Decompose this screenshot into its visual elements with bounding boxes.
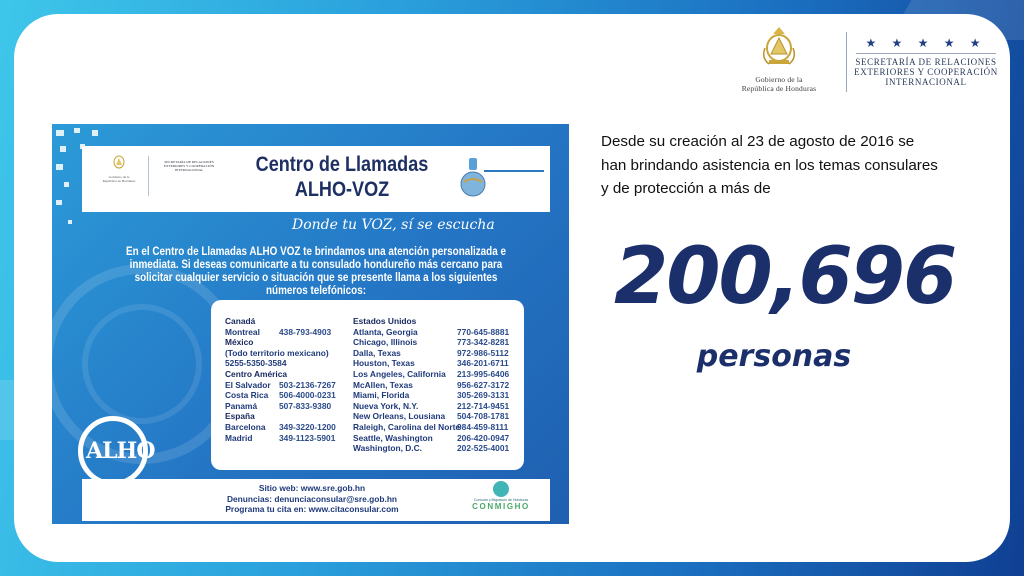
- poster-website: Sitio web: www.sre.gob.hn: [258, 483, 366, 493]
- phone-entry: [353, 337, 521, 348]
- poster-title-line2: ALHO-VOZ: [294, 178, 390, 201]
- poster-footer: [82, 479, 550, 521]
- phone-city: New Orleans, Lousiana: [353, 411, 446, 422]
- alho-logo-name: ALHO: [86, 438, 155, 464]
- phone-city: Los Angeles, California: [353, 368, 446, 379]
- slide-card: [14, 14, 1010, 562]
- phone-entry: [225, 401, 355, 412]
- phone-number[interactable]: 972-986-5112: [457, 347, 509, 358]
- gov-logo-line2: República de Honduras: [741, 84, 817, 93]
- phone-column-left: [225, 316, 355, 443]
- phone-region-heading: [225, 337, 355, 348]
- phone-number[interactable]: 773-342-8281: [457, 337, 510, 348]
- assisted-count: 200,696: [614, 232, 956, 322]
- phone-number[interactable]: 349-3220-1200: [279, 421, 336, 432]
- poster-header: [82, 146, 550, 212]
- phone-entry: [353, 358, 521, 369]
- poster-header-divider: [148, 156, 149, 196]
- phone-number[interactable]: 503-2136-7267: [279, 379, 336, 390]
- assisted-count-label: personas: [696, 339, 852, 374]
- conmigho-logo: [462, 481, 540, 511]
- phone-entry: [225, 348, 355, 359]
- five-stars-icon: ★ ★ ★ ★ ★: [865, 36, 987, 50]
- poster-title: [247, 152, 436, 202]
- gov-honduras-logo: [718, 24, 840, 104]
- poster-contact-lines: [212, 483, 412, 515]
- poster-gov-logo: [90, 154, 148, 183]
- phone-entry: [225, 433, 355, 444]
- phone-city: Dalla, Texas: [353, 347, 401, 358]
- phone-city: (Todo territorio mexicano): [225, 347, 329, 358]
- phone-number[interactable]: 770-645-8881: [457, 326, 510, 337]
- phone-entry: [353, 380, 521, 391]
- phone-city: Raleigh, Carolina del Norte: [353, 421, 461, 432]
- subsecretaria-logo: [460, 156, 544, 200]
- phone-directory: [211, 300, 524, 470]
- phone-city: El Salvador: [225, 379, 271, 390]
- phone-city: Atlanta, Georgia: [353, 326, 418, 337]
- phone-entry: [225, 327, 355, 338]
- phone-number[interactable]: 504-708-1781: [457, 411, 510, 422]
- poster-gov-line2: República de Honduras: [102, 179, 136, 183]
- phone-city: 5255-5350-3584: [225, 358, 287, 369]
- phone-entry: [353, 411, 521, 422]
- phone-entry: [353, 401, 521, 412]
- phone-city: McAllen, Texas: [353, 379, 413, 390]
- conmigho-subtitle: Consular y Migratorio de Honduras: [473, 498, 529, 502]
- sre-line2: EXTERIORES Y COOPERACIÓN: [854, 67, 998, 77]
- phone-entry: [353, 348, 521, 359]
- conmigho-word: CONMIGHO: [472, 502, 530, 511]
- poster-gov-line1: Gobierno de la: [108, 175, 130, 179]
- phone-entry: [353, 443, 521, 454]
- phone-number[interactable]: 984-459-8111: [457, 421, 509, 432]
- phone-city: Panamá: [225, 400, 258, 411]
- sre-line1: SECRETARÍA DE RELACIONES: [855, 57, 997, 67]
- alho-voz-poster: [52, 124, 569, 524]
- poster-complaints: Denuncias: denunciaconsular@sre.gob.hn: [226, 493, 398, 504]
- subsecretaria-label: [484, 170, 544, 172]
- sre-line3: INTERNACIONAL: [885, 77, 967, 87]
- sre-rule: [856, 53, 996, 54]
- phone-city: España: [225, 411, 255, 422]
- poster-sre-logo: [154, 160, 224, 173]
- phone-city: Montreal: [225, 326, 260, 337]
- poster-appointment: Programa tu cita en: www.citaconsular.com: [225, 504, 399, 515]
- phone-entry: [353, 433, 521, 444]
- honduras-coat-of-arms-icon: [759, 24, 799, 70]
- poster-sre-line3: INTERNACIONAL: [174, 168, 204, 173]
- honduras-coat-of-arms-icon: [112, 154, 126, 170]
- phone-city: Nueva York, N.Y.: [353, 400, 419, 411]
- phone-number[interactable]: 305-269-3131: [457, 390, 510, 401]
- globe-bottle-icon: [460, 156, 486, 200]
- phone-number[interactable]: 438-793-4903: [279, 326, 332, 337]
- phone-city: Centro América: [225, 368, 288, 379]
- phone-city: Barcelona: [225, 421, 266, 432]
- phone-entry: [225, 390, 355, 401]
- phone-entry: [353, 327, 521, 338]
- phone-city: Chicago, Illinois: [353, 337, 418, 348]
- phone-entry: [353, 390, 521, 401]
- phone-city: Costa Rica: [225, 390, 269, 401]
- poster-sre-line1: SECRETARÍA DE RELACIONES: [164, 160, 214, 164]
- description-text: Desde su creación al 23 de agosto de 2016 se han brindando asistencia en los temas consulares y de protección a más de: [601, 133, 938, 197]
- phone-city: Washington, D.C.: [353, 443, 423, 454]
- phone-region-heading: [225, 316, 355, 327]
- conmigho-circle-icon: [493, 481, 509, 497]
- phone-number[interactable]: 346-201-6711: [457, 358, 509, 369]
- phone-number[interactable]: 349-1123-5901: [279, 432, 336, 443]
- phone-city: Madrid: [225, 432, 253, 443]
- phone-entry: [353, 422, 521, 433]
- phone-number[interactable]: 506-4000-0231: [279, 390, 336, 401]
- poster-intro: En el Centro de Llamadas ALHO VOZ te brindamos una atención personalizada e inmediata. Si deseas comunicarte a tu consulado hondureño más cercano para solicitar cualquier servicio o situación que se presente llama a los siguientes números telefónicos:: [126, 246, 506, 297]
- phone-city: Miami, Florida: [353, 390, 410, 401]
- header-divider: [846, 32, 847, 92]
- phone-number[interactable]: 213-995-6406: [457, 368, 510, 379]
- phone-entry: [353, 369, 521, 380]
- phone-number[interactable]: 202-525-4001: [457, 443, 510, 454]
- poster-title-line1: Centro de Llamadas: [255, 153, 429, 176]
- phone-column-right: [353, 316, 521, 454]
- phone-city: Canadá: [225, 316, 256, 326]
- phone-region-heading: [353, 316, 521, 327]
- phone-city: Seattle, Washington: [353, 432, 433, 443]
- phone-number[interactable]: 206-420-0947: [457, 432, 510, 443]
- phone-region-heading: [225, 369, 355, 380]
- phone-number[interactable]: 212-714-9451: [457, 400, 510, 411]
- phone-entry: [225, 422, 355, 433]
- poster-tagline: Donde tu VOZ, sí se escucha: [292, 217, 495, 233]
- phone-entry: [225, 380, 355, 391]
- gov-logo-line1: Gobierno de la: [755, 75, 803, 84]
- phone-region-heading: [225, 411, 355, 422]
- phone-number[interactable]: 507-833-9380: [279, 400, 332, 411]
- phone-city: Estados Unidos: [353, 316, 417, 326]
- phone-city: Houston, Texas: [353, 358, 415, 369]
- sre-logo: [852, 36, 1000, 87]
- poster-sre-line2: EXTERIORES Y COOPERACIÓN: [163, 164, 215, 169]
- phone-entry: [225, 358, 355, 369]
- phone-number[interactable]: 956-627-3172: [457, 379, 510, 390]
- phone-city: México: [225, 337, 254, 348]
